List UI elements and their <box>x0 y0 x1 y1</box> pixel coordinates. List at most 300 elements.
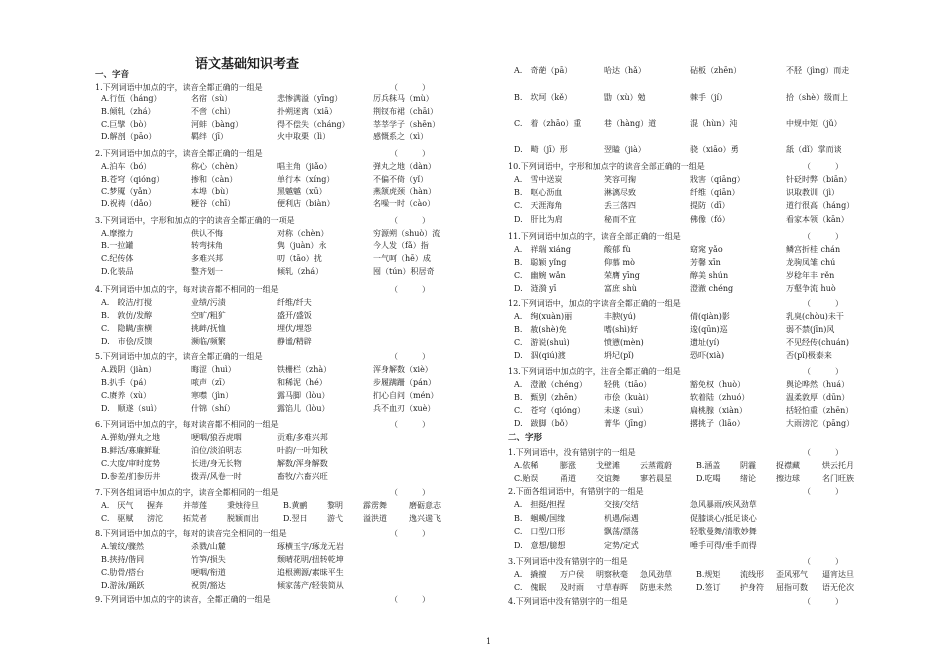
option-cell: 膨涨 <box>560 461 576 470</box>
option-cell: 倾家荡产/轻装简从 <box>277 581 344 590</box>
option-cell: 坍圮(pǐ) <box>604 351 634 360</box>
option-cell: 阴霾 <box>740 461 756 470</box>
option-cell: 歪风邪气 <box>776 570 808 579</box>
option-cell: A.摩擦力 <box>101 229 134 238</box>
option-cell: 追根溯源/素昧平生 <box>277 568 344 577</box>
option-row <box>508 187 884 198</box>
option-cell: 竹笋/损失 <box>191 555 226 564</box>
answer-blank: （ ） <box>803 487 843 496</box>
option-row <box>95 541 471 552</box>
option-cell: 混（hùn）沌 <box>690 119 738 128</box>
option-cell: C. 傀眠 <box>514 583 547 592</box>
option-cell: 护身符 <box>740 583 764 592</box>
option-cell: 称心（chèn） <box>191 162 243 171</box>
option-cell: 交接/交结 <box>604 500 639 509</box>
option-row <box>508 418 884 429</box>
option-cell: 纤维（qiān） <box>690 188 740 197</box>
option-row <box>95 119 471 130</box>
option-row <box>508 499 884 510</box>
option-cell: 交谊舞 <box>596 474 620 483</box>
option-cell: 弹丸之地（dàn） <box>373 162 437 171</box>
answer-blank: （ ） <box>390 488 430 497</box>
option-cell: 兵不血刃（xuè） <box>373 404 436 413</box>
section-heading: 二、字形 <box>508 433 543 443</box>
answer-blank: （ ） <box>390 595 430 604</box>
option-cell: 拨弄/风卷一时 <box>191 472 242 481</box>
option-row <box>95 161 471 172</box>
option-cell: 撂挑子（liāo） <box>690 419 745 428</box>
option-cell: B.一拉罐 <box>101 241 134 250</box>
option-cell: 轻歌曼舞/清歌妙舞 <box>690 527 757 536</box>
option-row <box>95 513 463 524</box>
answer-blank: （ ） <box>803 232 843 241</box>
option-cell: 倩(qiàn)影 <box>690 312 730 321</box>
option-cell: 泊位/淡泊明志 <box>191 446 242 455</box>
question-stem <box>508 486 878 497</box>
option-cell: 勖（xù）勉 <box>604 93 646 102</box>
option-cell: D. 泅(qiú)渡 <box>514 351 566 360</box>
answer-blank: （ ） <box>803 448 843 457</box>
option-row <box>95 500 463 511</box>
option-cell: 空旷/粗犷 <box>191 311 226 320</box>
option-cell: 丰腴(yú) <box>604 312 636 321</box>
option-cell: 黑魆魆（xū） <box>277 187 327 196</box>
option-cell: B.挟持/偕同 <box>101 555 145 564</box>
option-cell: 弱不禁(jīn)风 <box>786 325 835 334</box>
option-cell: D. 肝比为肩 <box>514 215 563 224</box>
answer-blank: （ ） <box>803 367 843 376</box>
option-cell: 哝声（zī） <box>191 378 230 387</box>
option-cell: 单行本（xíng） <box>277 175 335 184</box>
option-row <box>508 244 884 255</box>
option-row <box>508 200 884 211</box>
option-cell: 秘而不宜 <box>604 215 636 224</box>
option-cell: 业绩/污渍 <box>191 298 226 307</box>
question-text: 4.下列词语中加点的字，每对读音都不相同的一组是 <box>95 285 279 294</box>
option-cell: C.巨擘（bò） <box>101 120 152 129</box>
option-cell: B.苍穹（qióng） <box>101 175 165 184</box>
option-row <box>95 377 471 388</box>
option-cell: 羁绊（jī） <box>191 132 229 141</box>
option-cell: 露馅儿（lòu） <box>277 404 330 413</box>
option-cell: 不见经传(chuán) <box>786 338 849 347</box>
option-cell: D.解剖（pāo） <box>101 132 157 141</box>
question-stem <box>508 298 878 309</box>
option-cell: B.扒手（pá） <box>101 378 152 387</box>
option-row <box>95 131 471 142</box>
question-stem <box>508 231 878 242</box>
option-cell: 龙驹凤雏 chú <box>786 258 836 267</box>
option-cell: 逡(qūn)巡 <box>690 325 728 334</box>
answer-blank: （ ） <box>390 529 430 538</box>
option-cell: 扪心自问（mén） <box>373 391 439 400</box>
option-cell: B.倾轧（zhá） <box>101 107 156 116</box>
option-cell: C.肋骨/搭台 <box>101 568 145 577</box>
option-cell: 倾轧（zhá） <box>277 267 324 276</box>
option-cell: A.泊车（bó） <box>101 162 152 171</box>
option-cell: 屈指可数 <box>776 583 808 592</box>
question-stem <box>95 284 465 295</box>
option-cell: 囤（tún）积居奇 <box>373 267 435 276</box>
option-cell: 语无伦次 <box>822 583 854 592</box>
option-cell: 荣膺 yīng <box>604 271 640 280</box>
option-cell: D.化装品 <box>101 267 134 276</box>
option-cell: 不胫（jìng）而走 <box>786 66 850 75</box>
option-cell: 芳馨 xīn <box>690 258 721 267</box>
option-cell: B.鲜活/寡廉鲜耻 <box>101 446 161 455</box>
option-cell: 促膝谈心/抵足谈心 <box>690 514 757 523</box>
option-cell: A. 祥瑞 xiáng <box>514 245 571 254</box>
option-cell: 仰慕 mò <box>604 258 635 267</box>
option-row <box>95 186 471 197</box>
question-text: 7.下列各组词语中加点的字，读音全都相同的一组是 <box>95 488 279 497</box>
option-cell: 寸草春晖 <box>596 583 628 592</box>
option-cell: B. 聪颖 yǐng <box>514 258 567 267</box>
option-cell: 浑身解数（xiè） <box>373 365 433 374</box>
option-cell: 看家本领（kān） <box>786 215 849 224</box>
option-cell: 多难兴邦 <box>191 254 223 263</box>
option-cell: 急风暴雨/疾风劲草 <box>690 500 757 509</box>
option-cell: 针砭时弊（biān） <box>786 175 852 184</box>
question-text: 13.下列词语中加点的字，注音全都正确的一组是 <box>508 367 681 376</box>
option-row <box>508 392 884 403</box>
option-row <box>95 198 471 209</box>
option-cell: A. 厌气 <box>101 501 134 510</box>
question-text: 1.下列词语中，没有错别字的一组是 <box>508 448 636 457</box>
option-row <box>95 297 471 308</box>
option-cell: 悲惨满溢（yīng） <box>277 94 343 103</box>
option-row <box>508 174 884 185</box>
option-cell: 舆论哗然（huá） <box>786 380 850 389</box>
option-cell: 愤懑(mèn) <box>604 338 644 347</box>
page-title: 语文基础知识考查 <box>194 57 299 72</box>
option-row <box>95 106 471 117</box>
option-cell: 市侩（kuài） <box>604 393 654 402</box>
option-cell: 并蒂莲 <box>183 501 207 510</box>
option-cell: A.行伍（háng） <box>101 94 162 103</box>
question-stem <box>508 447 878 458</box>
option-cell: 烘云托月 <box>822 461 854 470</box>
option-cell: 和稀泥（hé） <box>277 378 327 387</box>
option-cell: 明察秋毫 <box>596 570 628 579</box>
option-cell: 静谧/精辟 <box>277 337 312 346</box>
option-cell: 铁栅栏（zhà） <box>277 365 332 374</box>
option-row <box>508 270 884 281</box>
question-text: 6.下列词语中加点的字，每对读音都不相同的一组是 <box>95 420 279 429</box>
option-row <box>95 323 471 334</box>
option-cell: 寥若晨星 <box>640 474 672 483</box>
option-cell: 醇美 shún <box>690 271 729 280</box>
option-cell: A. 撬擅 <box>514 570 547 579</box>
option-cell: 淋漓尽致 <box>604 188 636 197</box>
option-cell: 挑衅/抚恤 <box>191 324 226 333</box>
option-row <box>508 513 884 524</box>
option-row <box>95 567 471 578</box>
option-cell: 莘莘学子（shēn） <box>373 120 441 129</box>
option-cell: A.皱纹/骤然 <box>101 542 145 551</box>
option-cell: 磨砺意志 <box>409 501 441 510</box>
option-cell: 名噪一时（cào） <box>373 199 436 208</box>
option-cell: 流线形 <box>740 570 764 579</box>
option-row <box>508 283 884 294</box>
option-cell: D.翌日 <box>283 514 308 523</box>
option-cell: 便利店（biàn） <box>277 199 335 208</box>
question-stem <box>95 528 465 539</box>
answer-blank: （ ） <box>803 557 843 566</box>
option-cell: 叶韵/一叶知秋 <box>277 446 328 455</box>
option-cell: 厉兵秣马（mù） <box>373 94 434 103</box>
option-cell: 隽（juàn）永 <box>277 241 327 250</box>
option-cell: 埋伏/埋怨 <box>277 324 312 333</box>
answer-blank: （ ） <box>390 216 430 225</box>
question-stem <box>95 487 465 498</box>
question-text: 12.下列词语中，加点的字读音全都正确的一组是 <box>508 299 681 308</box>
answer-blank: （ ） <box>390 83 430 92</box>
option-cell: 扁桃腺（xiàn） <box>690 406 747 415</box>
option-cell: A. 皎洁/打搅 <box>101 298 153 307</box>
option-cell: 鳞宫折桂 chán <box>786 245 841 254</box>
option-cell: 防患未然 <box>640 583 672 592</box>
answer-blank: （ ） <box>390 149 430 158</box>
option-row <box>95 432 471 443</box>
option-cell: 括轻怕重（zhēn） <box>786 406 854 415</box>
option-cell: 寒噤（jìn） <box>191 391 234 400</box>
option-row <box>95 554 471 565</box>
option-cell: D.游泳/踊跃 <box>101 581 145 590</box>
option-row <box>95 93 471 104</box>
question-stem <box>95 215 465 226</box>
option-cell: 戈壁滩 <box>596 461 620 470</box>
answer-blank: （ ） <box>390 420 430 429</box>
option-cell: 哽咽/狼吞虎咽 <box>191 433 242 442</box>
option-cell: 及时雨 <box>560 583 584 592</box>
option-cell: C. 着（zhāo）重 <box>514 119 582 128</box>
option-cell: C.梦魇（yǎn） <box>101 187 156 196</box>
option-row <box>95 364 471 375</box>
option-row <box>95 174 471 185</box>
question-text: 3.下列词语中没有错别字的一组是 <box>508 557 628 566</box>
option-cell: 豁免权（huò） <box>690 380 746 389</box>
option-cell: 颓晴花明/扭转乾坤 <box>277 555 344 564</box>
option-cell: B. 蝈蟆/国缘 <box>514 514 566 523</box>
option-cell: 露马脚（lòu） <box>277 391 330 400</box>
option-cell: 大雨滂沱（pāng） <box>786 419 855 428</box>
option-row <box>95 471 471 482</box>
option-row <box>508 379 884 390</box>
option-cell: 晦涩（huì） <box>191 365 236 374</box>
option-cell: 拓荒者 <box>183 514 207 523</box>
question-stem <box>508 161 878 172</box>
option-cell: 燕颔虎颈（hàn） <box>373 187 437 196</box>
option-cell: 畜牧/六畜兴旺 <box>277 472 328 481</box>
option-row <box>508 337 884 348</box>
option-cell: 解数/浑身解数 <box>277 459 328 468</box>
option-row <box>508 540 884 551</box>
option-cell: 得不偿失（cháng） <box>277 120 350 129</box>
option-cell: 万户侯 <box>560 570 584 579</box>
option-cell: A.弹劾/弹丸之地 <box>101 433 161 442</box>
option-cell: D.签订 <box>696 583 721 592</box>
option-cell: B.规矩 <box>696 570 721 579</box>
option-cell: B.涵盖 <box>696 461 721 470</box>
option-cell: 滂沱 <box>147 514 163 523</box>
option-cell: 今人发（fǎ）指 <box>373 241 429 250</box>
question-stem <box>95 82 465 93</box>
option-row <box>95 266 471 277</box>
question-text: 11.下列词语中加点的字，读音全部正确的一组是 <box>508 232 681 241</box>
option-cell: 扑朔迷离（xiā） <box>277 107 337 116</box>
option-cell: 纤维/纤夫 <box>277 298 312 307</box>
answer-blank: （ ） <box>803 597 843 606</box>
option-cell: D. 涟漪 yī <box>514 284 557 293</box>
option-cell: C. 苍穹（qióng） <box>514 406 586 415</box>
option-cell: C. 口型/口形 <box>514 527 566 536</box>
option-cell: 恐吓(xià) <box>690 351 725 360</box>
section-heading: 一、字音 <box>95 70 130 80</box>
option-cell: 唱主角（jiǎo） <box>277 162 332 171</box>
option-cell: C.赓养（xù） <box>101 391 152 400</box>
question-stem <box>95 148 465 159</box>
option-row <box>508 582 876 593</box>
option-cell: 中规中矩（jǔ） <box>786 119 842 128</box>
option-cell: 供认不悔 <box>191 229 223 238</box>
option-cell: D.参差/扪参历井 <box>101 472 161 481</box>
option-cell: 霹雳舞 <box>363 501 387 510</box>
option-cell: 荆钗布裙（chāi） <box>373 107 438 116</box>
option-cell: 河蚌（bàng） <box>191 120 244 129</box>
option-cell: A. 奇葩（pā） <box>514 66 573 75</box>
option-cell: 长进/身无长物 <box>191 459 242 468</box>
option-cell: B. 敦仿/发醇 <box>101 311 153 320</box>
option-cell: 未遂（suì） <box>604 406 648 415</box>
option-cell: 不啻（chì） <box>191 107 236 116</box>
question-stem <box>508 366 878 377</box>
option-cell: A. 担挺/担捏 <box>514 500 566 509</box>
option-cell: 游弋 <box>327 514 343 523</box>
option-row <box>95 336 471 347</box>
option-cell: 巷（hàng）道 <box>604 119 657 128</box>
option-row <box>95 240 471 251</box>
option-cell: B. 甄别（zhēn） <box>514 393 582 402</box>
option-cell: A. 澄澈（chéng） <box>514 380 587 389</box>
option-cell: 绪论 <box>740 474 756 483</box>
option-cell: 提防（dī） <box>690 201 730 210</box>
option-cell: 甬道 <box>560 474 576 483</box>
option-row <box>508 526 884 537</box>
answer-blank: （ ） <box>390 352 430 361</box>
option-cell: 云蒸霞蔚 <box>640 461 672 470</box>
option-cell: 软着陆（zhuó） <box>690 393 750 402</box>
option-cell: D. 市侩/反馈 <box>101 337 153 346</box>
option-cell: B. 坎坷（kě） <box>514 93 573 102</box>
option-cell: D. 意想/臆想 <box>514 541 566 550</box>
option-cell: 琢横玉字/琢龙无岩 <box>277 542 344 551</box>
option-cell: 温柔敦厚（dūn） <box>786 393 850 402</box>
option-row <box>508 257 884 268</box>
option-cell: 祝贺/豁达 <box>191 581 226 590</box>
option-cell: 富庶 shù <box>604 284 637 293</box>
option-cell: C. 驱赋 <box>101 514 134 523</box>
option-cell: A.践阴（jiàn） <box>101 365 157 374</box>
question-stem <box>95 419 465 430</box>
option-cell: 万壑争流 huò <box>786 284 836 293</box>
option-cell: 叨（tāo）扰 <box>277 254 322 263</box>
option-cell: 溢洪道 <box>363 514 387 523</box>
question-stem <box>508 556 878 567</box>
option-row <box>95 310 471 321</box>
option-cell: 杀戮/山麓 <box>191 542 226 551</box>
option-row <box>95 253 471 264</box>
option-cell: 整齐划一 <box>191 267 223 276</box>
option-cell: 握奔 <box>147 501 163 510</box>
option-cell: 濒临/频繁 <box>191 337 226 346</box>
option-row <box>508 65 884 76</box>
question-text: 8.下列词语中加点的字，每对的读音完全相同的一组是 <box>95 529 287 538</box>
option-cell: D.吃喝 <box>696 474 721 483</box>
option-row <box>508 405 884 416</box>
option-cell: 一气呵（hē）成 <box>373 254 431 263</box>
option-cell: 秉烛待旦 <box>227 501 259 510</box>
option-cell: 识取教训（jì） <box>786 188 840 197</box>
option-cell: 捉襟藏 <box>776 461 800 470</box>
answer-blank: （ ） <box>803 162 843 171</box>
option-cell: 火中取栗（lì） <box>277 132 331 141</box>
question-text: 4.下列词语中没有错别字的一组是 <box>508 597 628 606</box>
option-cell: 道行很高（háng） <box>786 201 855 210</box>
answer-blank: （ ） <box>390 285 430 294</box>
option-cell: 佛像（fó） <box>690 215 730 224</box>
option-cell: 掺和（càn） <box>191 175 238 184</box>
option-cell: 名宿（sù） <box>191 94 233 103</box>
option-cell: C.大度/审时度势 <box>101 459 161 468</box>
option-cell: A. 雪中送炭 <box>514 175 563 184</box>
option-cell: B. 呕心沥血 <box>514 188 563 197</box>
option-cell: 步履蹒跚（pán） <box>373 378 437 387</box>
option-cell: 不偏不倚（yǐ） <box>373 175 429 184</box>
option-cell: 逼宵达旦 <box>822 570 854 579</box>
option-cell: D. 顺遂（suì） <box>101 404 162 413</box>
option-cell: A.依稀 <box>514 461 539 470</box>
option-cell: 定势/定式 <box>604 541 639 550</box>
option-cell: 丢三落四 <box>604 201 636 210</box>
option-cell: C. 游说(shuì) <box>514 338 570 347</box>
option-cell: 唾手可得/垂手而得 <box>690 541 757 550</box>
option-cell: 盛开/盛饭 <box>277 311 312 320</box>
option-row <box>95 390 471 401</box>
option-cell: 粳谷（chī） <box>191 199 236 208</box>
option-cell: 窈窕 yǎo <box>690 245 723 254</box>
option-row <box>95 228 471 239</box>
option-cell: 对称（chèn） <box>277 229 329 238</box>
option-cell: C. 隐瞒/蛮横 <box>101 324 153 333</box>
question-stem <box>95 351 465 362</box>
option-row <box>95 445 471 456</box>
option-row <box>95 458 471 469</box>
question-text: 3.下列词语中，字形和加点的字的读音全都正确的一项是 <box>95 216 295 225</box>
option-cell: C.贻误 <box>514 474 539 483</box>
option-cell: 遗址(yí) <box>690 338 720 347</box>
option-cell: 飘荡/漂荡 <box>604 527 639 536</box>
option-cell: D. 畸（jī）形 <box>514 145 568 154</box>
option-cell: 名门旺族 <box>822 474 854 483</box>
question-text: 2.下面各组词语中，有错别字的一组是 <box>508 487 644 496</box>
option-cell: 戕害（qiāng） <box>690 175 745 184</box>
option-cell: B.黄鹂 <box>283 501 308 510</box>
option-cell: 澄澈 chéng <box>690 284 734 293</box>
option-cell: 拾（shè）级而上 <box>786 93 848 102</box>
option-cell: D. 跋脚（bǒ） <box>514 419 573 428</box>
option-cell: 酸郁 fù <box>604 245 631 254</box>
